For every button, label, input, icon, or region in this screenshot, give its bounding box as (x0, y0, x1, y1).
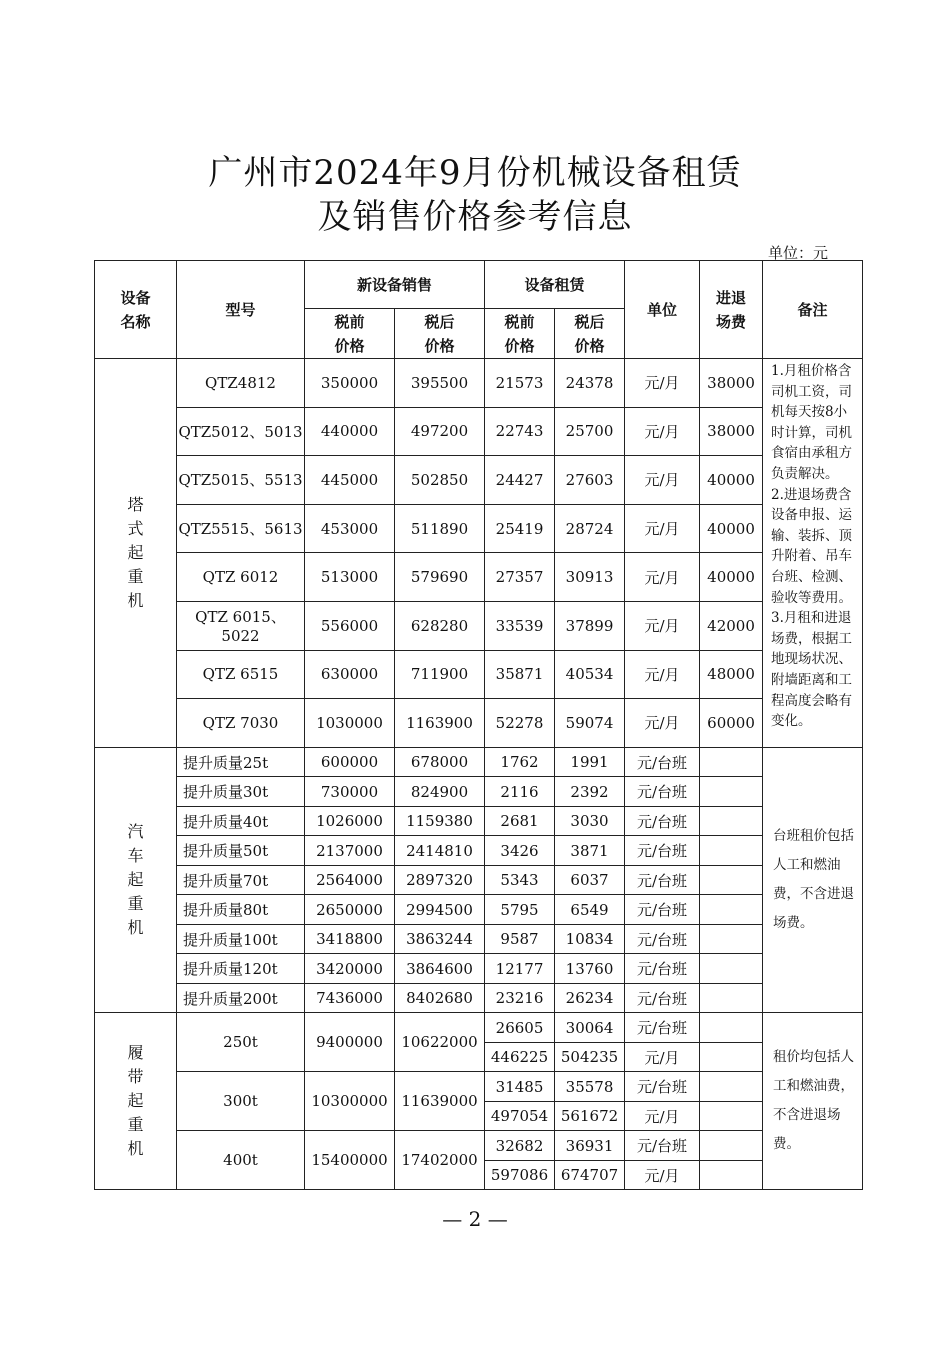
header-text-line: 场费 (716, 312, 747, 331)
sale-pre-tax-cell: 3420000 (305, 954, 395, 984)
unit-cell: 元/月 (625, 650, 700, 699)
rent-pre-tax-cell: 31485 (485, 1072, 555, 1102)
table-row (95, 1072, 863, 1102)
rent-post-tax-cell: 40534 (555, 650, 625, 699)
sale-post-tax-cell: 579690 (395, 553, 485, 602)
header-text-line: 价格 (574, 336, 605, 355)
unit-cell: 元/月 (625, 504, 700, 553)
header-sale-pre-tax (305, 309, 395, 359)
rent-post-tax-cell: 3871 (555, 836, 625, 866)
table-row (95, 504, 863, 553)
model-cell: 400t (177, 1131, 305, 1190)
model-cell: 提升质量30t (177, 777, 305, 807)
model-cell: 250t (177, 1013, 305, 1072)
remark-line: 设备申报、运 (771, 507, 853, 524)
remark-tower-crane (763, 359, 863, 748)
entry-fee-cell (700, 1072, 763, 1102)
header-rent-post-tax (555, 309, 625, 359)
model-cell: 提升质量25t (177, 747, 305, 777)
model-cell: QTZ 6012 (177, 553, 305, 602)
unit-cell: 元/月 (625, 553, 700, 602)
rent-pre-tax-cell: 22743 (485, 407, 555, 456)
sale-post-tax-cell: 10622000 (395, 1013, 485, 1072)
rent-pre-tax-cell: 2116 (485, 777, 555, 807)
rent-post-tax-cell: 674707 (555, 1160, 625, 1190)
entry-fee-cell (700, 895, 763, 925)
sale-pre-tax-cell: 2137000 (305, 836, 395, 866)
sale-pre-tax-cell: 10300000 (305, 1072, 395, 1131)
entry-fee-cell (700, 954, 763, 984)
table-row (95, 836, 863, 866)
unit-label: 单位：元 (768, 244, 829, 262)
remark-line: 地现场状况、 (771, 651, 853, 668)
sale-pre-tax-cell: 630000 (305, 650, 395, 699)
rent-post-tax-cell: 35578 (555, 1072, 625, 1102)
sale-post-tax-cell: 2994500 (395, 895, 485, 925)
unit-cell: 元/台班 (625, 924, 700, 954)
unit-cell: 元/月 (625, 456, 700, 505)
header-model: 型号 (177, 261, 305, 359)
category-char: 起 (127, 870, 144, 889)
remark-line: 2.进退场费含 (771, 486, 852, 503)
unit-cell: 元/月 (625, 1042, 700, 1072)
category-char: 塔 (127, 494, 144, 514)
remark-line: 场费，根据工 (771, 630, 853, 647)
unit-cell: 元/台班 (625, 983, 700, 1013)
sale-post-tax-cell: 2897320 (395, 865, 485, 895)
sale-pre-tax-cell: 9400000 (305, 1013, 395, 1072)
category-char: 履 (127, 1043, 144, 1063)
category-char: 机 (127, 918, 144, 937)
category-char: 带 (127, 1067, 144, 1087)
table-row (95, 601, 863, 650)
header-text-line: 价格 (504, 336, 535, 355)
model-cell: 提升质量200t (177, 983, 305, 1013)
entry-fee-cell (700, 1131, 763, 1161)
model-cell: 提升质量70t (177, 865, 305, 895)
model-cell: QTZ 6515 (177, 650, 305, 699)
sale-post-tax-cell: 3864600 (395, 954, 485, 984)
model-cell: 提升质量50t (177, 836, 305, 866)
header-entry-fee (700, 261, 763, 359)
remark-line: 食宿由承租方 (771, 445, 853, 462)
header-text-line: 税后 (424, 312, 455, 331)
category-char: 重 (127, 894, 144, 913)
remark-line: 台班租价包括 (773, 828, 855, 844)
sale-post-tax-cell: 3863244 (395, 924, 485, 954)
entry-fee-cell (700, 1101, 763, 1131)
unit-cell: 元/月 (625, 407, 700, 456)
entry-fee-cell (700, 1013, 763, 1043)
remark-line: 场费。 (773, 915, 814, 931)
sale-post-tax-cell: 1163900 (395, 699, 485, 748)
header-rent-pre-tax (485, 309, 555, 359)
page-number: — 2 — (442, 1207, 508, 1231)
rent-pre-tax-cell: 23216 (485, 983, 555, 1013)
sale-post-tax-cell: 395500 (395, 359, 485, 408)
category-char: 起 (127, 1091, 144, 1111)
rent-post-tax-cell: 561672 (555, 1101, 625, 1131)
remark-line: 不含进退场 (773, 1107, 841, 1124)
header-text-line: 价格 (424, 336, 455, 355)
rent-post-tax-cell: 28724 (555, 504, 625, 553)
sale-post-tax-cell: 678000 (395, 747, 485, 777)
entry-fee-cell: 40000 (700, 504, 763, 553)
sale-post-tax-cell: 8402680 (395, 983, 485, 1013)
page-title: 广州市2024年9月份机械设备租赁 (208, 153, 742, 193)
entry-fee-cell: 48000 (700, 650, 763, 699)
remark-truck-crane (763, 747, 863, 1013)
model-cell: 提升质量40t (177, 806, 305, 836)
rent-pre-tax-cell: 5795 (485, 895, 555, 925)
header-text-line: 设备 (120, 288, 151, 307)
table-row (95, 1013, 863, 1043)
header-text-line: 税前 (334, 312, 365, 331)
sale-post-tax-cell: 11639000 (395, 1072, 485, 1131)
rent-post-tax-cell: 59074 (555, 699, 625, 748)
sale-pre-tax-cell: 3418800 (305, 924, 395, 954)
category-char: 式 (127, 518, 144, 538)
sale-pre-tax-cell: 2650000 (305, 895, 395, 925)
entry-fee-cell (700, 865, 763, 895)
rent-post-tax-cell: 10834 (555, 924, 625, 954)
table-row (95, 924, 863, 954)
unit-cell: 元/台班 (625, 806, 700, 836)
unit-cell: 元/台班 (625, 836, 700, 866)
category-truck-crane (95, 747, 177, 1013)
rent-post-tax-cell: 37899 (555, 601, 625, 650)
model-cell: QTZ5015、5513 (177, 456, 305, 505)
header-text-line: 名称 (120, 312, 151, 331)
price-table (94, 260, 863, 1190)
unit-cell: 元/台班 (625, 747, 700, 777)
category-char: 起 (127, 542, 144, 562)
rent-pre-tax-cell: 2681 (485, 806, 555, 836)
remark-line: 输、装拆、顶 (771, 527, 853, 544)
entry-fee-cell: 42000 (700, 601, 763, 650)
table-row (95, 359, 863, 408)
unit-cell: 元/月 (625, 699, 700, 748)
header-remark: 备注 (763, 261, 863, 359)
sale-pre-tax-cell: 1030000 (305, 699, 395, 748)
unit-cell: 元/台班 (625, 1013, 700, 1043)
rent-post-tax-cell: 30913 (555, 553, 625, 602)
header-text-line: 税前 (504, 312, 535, 331)
unit-cell: 元/月 (625, 1101, 700, 1131)
rent-pre-tax-cell: 597086 (485, 1160, 555, 1190)
rent-post-tax-cell: 1991 (555, 747, 625, 777)
table-row (95, 954, 863, 984)
page-subtitle: 及销售价格参考信息 (317, 197, 633, 237)
sale-pre-tax-cell: 440000 (305, 407, 395, 456)
unit-cell: 元/台班 (625, 777, 700, 807)
sale-pre-tax-cell: 513000 (305, 553, 395, 602)
rent-post-tax-cell: 30064 (555, 1013, 625, 1043)
header-device-name (95, 261, 177, 359)
rent-pre-tax-cell: 35871 (485, 650, 555, 699)
header-text-line: 税后 (574, 312, 605, 331)
category-char: 重 (127, 566, 144, 586)
remark-line: 负责解决。 (771, 465, 839, 482)
sale-pre-tax-cell: 453000 (305, 504, 395, 553)
remark-line: 1.月租价格含 (771, 363, 852, 379)
remark-line: 附墙距离和工 (771, 671, 853, 688)
rent-post-tax-cell: 3030 (555, 806, 625, 836)
rent-pre-tax-cell: 52278 (485, 699, 555, 748)
unit-cell: 元/台班 (625, 954, 700, 984)
sale-pre-tax-cell: 600000 (305, 747, 395, 777)
remark-line: 机每天按8小 (771, 404, 848, 421)
unit-cell: 元/月 (625, 359, 700, 408)
remark-line: 费。 (773, 1136, 801, 1153)
header-new-sales: 新设备销售 (305, 261, 485, 309)
sale-pre-tax-cell: 7436000 (305, 983, 395, 1013)
rent-post-tax-cell: 36931 (555, 1131, 625, 1161)
header-sale-post-tax (395, 309, 485, 359)
table-row (95, 456, 863, 505)
table-row (95, 699, 863, 748)
rent-pre-tax-cell: 24427 (485, 456, 555, 505)
rent-post-tax-cell: 13760 (555, 954, 625, 984)
sale-post-tax-cell: 711900 (395, 650, 485, 699)
table-row (95, 1131, 863, 1161)
entry-fee-cell: 60000 (700, 699, 763, 748)
category-char: 车 (127, 846, 144, 865)
remark-line: 工和燃油费， (773, 1078, 855, 1095)
rent-post-tax-cell: 27603 (555, 456, 625, 505)
model-cell: QTZ5012、5013 (177, 407, 305, 456)
remark-crawler-crane (763, 1013, 863, 1190)
remark-line: 升附着、吊车 (771, 548, 853, 565)
sale-post-tax-cell: 824900 (395, 777, 485, 807)
remark-line: 时计算，司机 (771, 424, 853, 441)
category-char: 重 (127, 1115, 144, 1135)
table-row (95, 650, 863, 699)
remark-line: 台班、检测、 (771, 568, 853, 585)
sale-post-tax-cell: 628280 (395, 601, 485, 650)
sale-pre-tax-cell: 2564000 (305, 865, 395, 895)
entry-fee-cell (700, 836, 763, 866)
entry-fee-cell: 40000 (700, 456, 763, 505)
rent-post-tax-cell: 24378 (555, 359, 625, 408)
category-char: 机 (127, 1139, 144, 1159)
model-cell: QTZ 7030 (177, 699, 305, 748)
rent-pre-tax-cell: 27357 (485, 553, 555, 602)
category-char: 机 (127, 590, 144, 610)
rent-pre-tax-cell: 33539 (485, 601, 555, 650)
sale-post-tax-cell: 511890 (395, 504, 485, 553)
entry-fee-cell: 38000 (700, 359, 763, 408)
sale-pre-tax-cell: 1026000 (305, 806, 395, 836)
model-cell: QTZ 6015、5022 (177, 601, 305, 650)
remark-line: 人工和燃油 (773, 857, 841, 873)
rent-post-tax-cell: 504235 (555, 1042, 625, 1072)
table-row (95, 865, 863, 895)
sale-post-tax-cell: 502850 (395, 456, 485, 505)
header-text-line: 进退 (716, 288, 747, 307)
remark-line: 变化。 (771, 713, 812, 730)
sale-post-tax-cell: 17402000 (395, 1131, 485, 1190)
category-char: 汽 (127, 822, 144, 841)
remark-line: 租价均包括人 (773, 1049, 855, 1066)
unit-cell: 元/月 (625, 1160, 700, 1190)
rent-pre-tax-cell: 1762 (485, 747, 555, 777)
entry-fee-cell: 40000 (700, 553, 763, 602)
rent-pre-tax-cell: 9587 (485, 924, 555, 954)
header-unit: 单位 (625, 261, 700, 359)
sale-pre-tax-cell: 730000 (305, 777, 395, 807)
header-rental: 设备租赁 (485, 261, 625, 309)
rent-pre-tax-cell: 25419 (485, 504, 555, 553)
entry-fee-cell (700, 1042, 763, 1072)
model-cell: 300t (177, 1072, 305, 1131)
unit-cell: 元/台班 (625, 1131, 700, 1161)
rent-pre-tax-cell: 32682 (485, 1131, 555, 1161)
category-tower-crane (95, 359, 177, 748)
rent-pre-tax-cell: 21573 (485, 359, 555, 408)
table-row (95, 895, 863, 925)
table-row (95, 983, 863, 1013)
entry-fee-cell (700, 747, 763, 777)
table-row (95, 553, 863, 602)
model-cell: QTZ4812 (177, 359, 305, 408)
model-cell: 提升质量120t (177, 954, 305, 984)
remark-line: 程高度会略有 (771, 692, 853, 709)
table-row (95, 806, 863, 836)
table-row (95, 407, 863, 456)
sale-post-tax-cell: 2414810 (395, 836, 485, 866)
remark-line: 费，不含进退 (773, 886, 855, 902)
rent-post-tax-cell: 6549 (555, 895, 625, 925)
sale-post-tax-cell: 1159380 (395, 806, 485, 836)
entry-fee-cell (700, 983, 763, 1013)
rent-pre-tax-cell: 446225 (485, 1042, 555, 1072)
model-cell: 提升质量80t (177, 895, 305, 925)
model-cell: 提升质量100t (177, 924, 305, 954)
rent-post-tax-cell: 25700 (555, 407, 625, 456)
sale-pre-tax-cell: 445000 (305, 456, 395, 505)
rent-post-tax-cell: 26234 (555, 983, 625, 1013)
sale-pre-tax-cell: 556000 (305, 601, 395, 650)
header-text-line: 价格 (334, 336, 365, 355)
rent-pre-tax-cell: 5343 (485, 865, 555, 895)
rent-pre-tax-cell: 3426 (485, 836, 555, 866)
rent-pre-tax-cell: 12177 (485, 954, 555, 984)
sale-pre-tax-cell: 15400000 (305, 1131, 395, 1190)
remark-line: 验收等费用。 (771, 589, 853, 606)
unit-cell: 元/台班 (625, 1072, 700, 1102)
sale-post-tax-cell: 497200 (395, 407, 485, 456)
entry-fee-cell: 38000 (700, 407, 763, 456)
category-crawler-crane (95, 1013, 177, 1190)
remark-line: 司机工资，司 (771, 383, 853, 400)
rent-pre-tax-cell: 497054 (485, 1101, 555, 1131)
rent-post-tax-cell: 6037 (555, 865, 625, 895)
entry-fee-cell (700, 1160, 763, 1190)
unit-cell: 元/台班 (625, 895, 700, 925)
remark-line: 3.月租和进退 (771, 610, 852, 627)
unit-cell: 元/月 (625, 601, 700, 650)
model-cell: QTZ5515、5613 (177, 504, 305, 553)
entry-fee-cell (700, 806, 763, 836)
rent-post-tax-cell: 2392 (555, 777, 625, 807)
table-row (95, 747, 863, 777)
unit-cell: 元/台班 (625, 865, 700, 895)
rent-pre-tax-cell: 26605 (485, 1013, 555, 1043)
entry-fee-cell (700, 777, 763, 807)
sale-pre-tax-cell: 350000 (305, 359, 395, 408)
table-row (95, 777, 863, 807)
entry-fee-cell (700, 924, 763, 954)
